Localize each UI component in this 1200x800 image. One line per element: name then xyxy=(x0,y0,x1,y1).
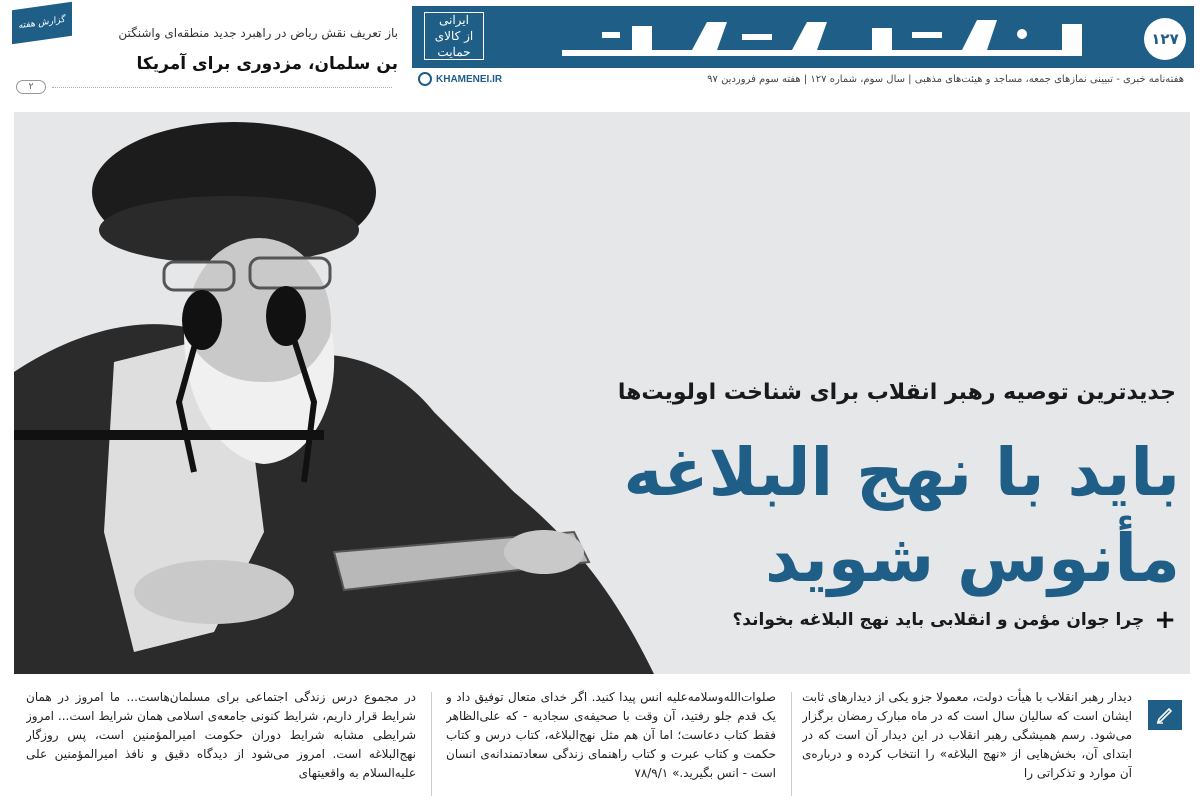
hero-headline-line2: مأنوس شوید xyxy=(764,520,1180,597)
pen-icon-art xyxy=(1155,705,1175,725)
hero-headline[interactable] xyxy=(620,430,1180,602)
newspaper-logo xyxy=(542,12,1132,62)
masthead xyxy=(412,6,1194,88)
article-column-3: در مجموع درس زندگی اجتماعی برای مسلمان‌هاست... ما امروز در همان شرایط قرار داریم، شرایط کنونی جامعه‌ی اسلامی همان شرایط است... امروز شرایطی مشابه شرایط دوران حکومت امیرالمؤمنین است، پس روزگار نهج‌البلاغه است. امروز می‌شود از دیدگاه دقیق و نافذ امیرالمؤمنین علی علیه‌السلام به واقعیتهای xyxy=(26,690,416,780)
column-divider xyxy=(791,692,792,796)
tagline-text: ایرانی از کالای حمایت xyxy=(424,12,484,60)
teaser-kicker: باز تعریف نقش ریاض در راهبرد جدید منطقه‌ای واشنگتن xyxy=(118,26,398,40)
hero-subhead-text: چرا جوان مؤمن و انقلابی باید نهج البلاغه بخواند؟ xyxy=(732,610,1145,630)
hero-subhead[interactable] xyxy=(732,605,1176,635)
site-mark-icon xyxy=(418,72,432,86)
teaser-divider xyxy=(52,87,392,88)
masthead-bar xyxy=(412,6,1194,68)
masthead-subline xyxy=(412,70,1194,88)
column-divider xyxy=(431,692,432,796)
teaser[interactable] xyxy=(8,6,402,96)
teaser-tag: گزارش هفته xyxy=(12,2,72,44)
article-column-2: صلوات‌الله‌وسلامه‌علیه انس پیدا کنید. اگر خدای متعال توفیق داد و یک قدم جلو رفتید، آن وقت با صحیفه‌ی سجادیه - که علی‌الظاهر فقط کتاب دعاست؛ اما آن هم مثل نهج‌البلاغه، کتاب درس و کتاب حکمت و کتاب عبرت و کتاب راهنمای زندگی سعادتمندانه‌ی انسان است - انس بگیرید.» ۷۸/۹/۱ xyxy=(446,690,776,780)
tagline-box xyxy=(424,12,484,62)
article-column-1: دیدار رهبر انقلاب با هیأت دولت، معمولا جزو یکی از دیدارهای ثابت ایشان است که سالیان سال است که در ماه مبارک رمضان برگزار می‌شود. رسم همیشگی رهبر انقلاب در این دیدار آن است که در ابتدای آن، بخش‌هایی از «نهج البلاغه» را انتخاب کرده و درباره‌ی آن موارد و تذکراتی را xyxy=(802,690,1132,780)
teaser-page-number: ۲ xyxy=(16,80,46,94)
hero xyxy=(14,112,1190,674)
issue-number-badge: ۱۲۷ xyxy=(1144,18,1186,60)
hero-kicker: جدیدترین توصیه رهبر انقلاب برای شناخت اولویت‌ها xyxy=(617,380,1176,405)
hero-headline-line1: باید با نهج البلاغه xyxy=(623,434,1180,511)
article-columns xyxy=(14,688,1190,800)
teaser-headline[interactable]: بن سلمان، مزدوری برای آمریکا xyxy=(136,54,398,74)
plus-icon: + xyxy=(1154,605,1176,635)
newspaper-logo-art xyxy=(542,12,1132,62)
portrait-photo xyxy=(14,112,654,674)
issue-info: هفته‌نامه خبری - تبیینی نمازهای جمعه، مساجد و هیئت‌های مذهبی | سال سوم، شماره ۱۲۷ | هفته سوم فروردین ۹۷ xyxy=(707,73,1184,85)
site-name: KHAMENEI.IR xyxy=(436,73,503,85)
site-logo[interactable] xyxy=(412,72,502,86)
pen-icon xyxy=(1148,700,1182,730)
